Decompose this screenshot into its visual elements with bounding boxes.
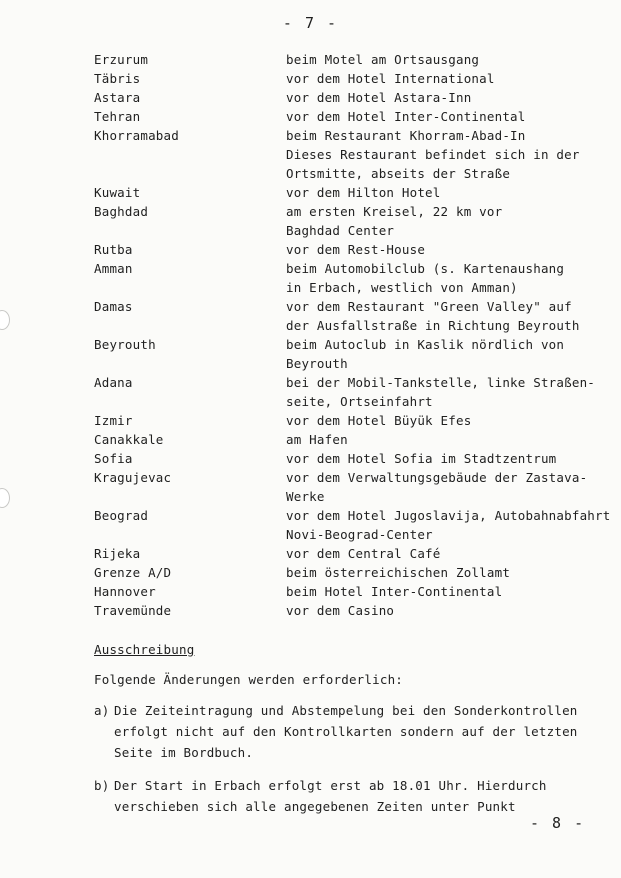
checkpoint-row bbox=[94, 50, 614, 69]
checkpoint-location: Kuwait bbox=[94, 185, 141, 200]
item-line: Die Zeiteintragung und Abstempelung bei den Sonderkontrollen bbox=[114, 703, 578, 718]
checkpoint-location: Izmir bbox=[94, 413, 133, 428]
change-item bbox=[94, 700, 604, 763]
checkpoint-row bbox=[94, 411, 614, 430]
checkpoint-location: Erzurum bbox=[94, 52, 149, 67]
checkpoint-description bbox=[286, 88, 614, 107]
checkpoint-description bbox=[286, 544, 614, 563]
checkpoint-row bbox=[94, 335, 614, 373]
checkpoint-location: Amman bbox=[94, 261, 133, 276]
tender-section bbox=[94, 640, 604, 829]
checkpoint-row bbox=[94, 506, 614, 544]
checkpoint-description bbox=[286, 449, 614, 468]
checkpoint-location: Travemünde bbox=[94, 603, 172, 618]
checkpoint-location: Beograd bbox=[94, 508, 149, 523]
description-line: vor dem Hotel Sofia im Stadtzentrum bbox=[286, 451, 557, 466]
description-line: beim österreichischen Zollamt bbox=[286, 565, 511, 580]
item-body bbox=[114, 775, 547, 817]
item-line: Der Start in Erbach erfolgt erst ab 18.01 Uhr. Hierdurch bbox=[114, 778, 547, 793]
checkpoint-description bbox=[286, 107, 614, 126]
item-line: verschieben sich alle angegebenen Zeiten unter Punkt bbox=[114, 799, 516, 814]
checkpoint-description bbox=[286, 563, 614, 582]
checkpoint-description bbox=[286, 183, 614, 202]
description-line: Werke bbox=[286, 489, 325, 504]
item-body bbox=[114, 700, 578, 763]
checkpoint-table bbox=[94, 50, 614, 620]
checkpoint-location: Canakkale bbox=[94, 432, 164, 447]
description-line: beim Hotel Inter-Continental bbox=[286, 584, 503, 599]
checkpoint-row bbox=[94, 107, 614, 126]
checkpoint-description bbox=[286, 50, 614, 69]
checkpoint-row bbox=[94, 297, 614, 335]
checkpoint-description bbox=[286, 240, 614, 259]
checkpoint-description bbox=[286, 335, 614, 373]
checkpoint-description bbox=[286, 373, 614, 411]
description-line: seite, Ortseinfahrt bbox=[286, 394, 433, 409]
description-line: Ortsmitte, abseits der Straße bbox=[286, 166, 511, 181]
description-line: vor dem Hotel International bbox=[286, 71, 495, 86]
checkpoint-row bbox=[94, 468, 614, 506]
description-line: vor dem Verwaltungsgebäude der Zastava- bbox=[286, 470, 588, 485]
change-item bbox=[94, 775, 604, 817]
page-number-header: - 7 - bbox=[282, 14, 339, 32]
change-list bbox=[94, 700, 604, 817]
checkpoint-description bbox=[286, 601, 614, 620]
description-line: vor dem Casino bbox=[286, 603, 395, 618]
checkpoint-row bbox=[94, 601, 614, 620]
description-line: vor dem Restaurant "Green Valley" auf bbox=[286, 299, 572, 314]
description-line: beim Motel am Ortsausgang bbox=[286, 52, 480, 67]
description-line: beim Automobilclub (s. Kartenaushang bbox=[286, 261, 565, 276]
checkpoint-row bbox=[94, 582, 614, 601]
description-line: Dieses Restaurant befindet sich in der bbox=[286, 147, 580, 162]
item-label: b) bbox=[94, 778, 110, 793]
checkpoint-location: Rutba bbox=[94, 242, 133, 257]
section-intro: Folgende Änderungen werden erforderlich: bbox=[94, 672, 404, 687]
description-line: in Erbach, westlich von Amman) bbox=[286, 280, 518, 295]
checkpoint-description bbox=[286, 430, 614, 449]
description-line: bei der Mobil-Tankstelle, linke Straßen- bbox=[286, 375, 596, 390]
description-line: Baghdad Center bbox=[286, 223, 395, 238]
checkpoint-location: Khorramabad bbox=[94, 128, 179, 143]
description-line: vor dem Hotel Astara-Inn bbox=[286, 90, 472, 105]
checkpoint-row bbox=[94, 183, 614, 202]
checkpoint-location: Beyrouth bbox=[94, 337, 156, 352]
item-label: a) bbox=[94, 703, 110, 718]
checkpoint-description bbox=[286, 468, 614, 506]
checkpoint-location: Kragujevac bbox=[94, 470, 172, 485]
checkpoint-location: Baghdad bbox=[94, 204, 149, 219]
checkpoint-location: Astara bbox=[94, 90, 141, 105]
checkpoint-location: Tehran bbox=[94, 109, 141, 124]
checkpoint-description bbox=[286, 259, 614, 297]
checkpoint-location: Grenze A/D bbox=[94, 565, 172, 580]
checkpoint-description bbox=[286, 126, 614, 183]
checkpoint-description bbox=[286, 506, 614, 544]
checkpoint-location: Täbris bbox=[94, 71, 141, 86]
description-line: Novi-Beograd-Center bbox=[286, 527, 433, 542]
checkpoint-location: Rijeka bbox=[94, 546, 141, 561]
checkpoint-row bbox=[94, 240, 614, 259]
description-line: vor dem Central Café bbox=[286, 546, 441, 561]
next-page-number: - 8 - bbox=[530, 814, 586, 832]
item-line: Seite im Bordbuch. bbox=[114, 745, 254, 760]
checkpoint-location: Hannover bbox=[94, 584, 156, 599]
checkpoint-description bbox=[286, 582, 614, 601]
description-line: vor dem Hotel Büyük Efes bbox=[286, 413, 472, 428]
section-heading: Ausschreibung bbox=[94, 642, 195, 657]
item-line: erfolgt nicht auf den Kontrollkarten sondern auf der letzten bbox=[114, 724, 578, 739]
description-line: vor dem Rest-House bbox=[286, 242, 426, 257]
checkpoint-row bbox=[94, 563, 614, 582]
punch-hole bbox=[0, 310, 10, 330]
checkpoint-description bbox=[286, 202, 614, 240]
description-line: vor dem Hilton Hotel bbox=[286, 185, 441, 200]
checkpoint-location: Adana bbox=[94, 375, 133, 390]
description-line: am Hafen bbox=[286, 432, 348, 447]
description-line: Beyrouth bbox=[286, 356, 348, 371]
description-line: am ersten Kreisel, 22 km vor bbox=[286, 204, 503, 219]
checkpoint-row bbox=[94, 430, 614, 449]
description-line: vor dem Hotel Jugoslavija, Autobahnabfahrt bbox=[286, 508, 611, 523]
checkpoint-location: Damas bbox=[94, 299, 133, 314]
description-line: der Ausfallstraße in Richtung Beyrouth bbox=[286, 318, 580, 333]
punch-hole bbox=[0, 488, 10, 508]
checkpoint-row bbox=[94, 449, 614, 468]
description-line: beim Autoclub in Kaslik nördlich von bbox=[286, 337, 565, 352]
checkpoint-row bbox=[94, 126, 614, 183]
checkpoint-row bbox=[94, 88, 614, 107]
checkpoint-row bbox=[94, 202, 614, 240]
description-line: vor dem Hotel Inter-Continental bbox=[286, 109, 526, 124]
checkpoint-description bbox=[286, 297, 614, 335]
checkpoint-description bbox=[286, 69, 614, 88]
checkpoint-description bbox=[286, 411, 614, 430]
description-line: beim Restaurant Khorram-Abad-In bbox=[286, 128, 526, 143]
checkpoint-row bbox=[94, 373, 614, 411]
checkpoint-row bbox=[94, 69, 614, 88]
checkpoint-row bbox=[94, 544, 614, 563]
checkpoint-row bbox=[94, 259, 614, 297]
checkpoint-location: Sofia bbox=[94, 451, 133, 466]
